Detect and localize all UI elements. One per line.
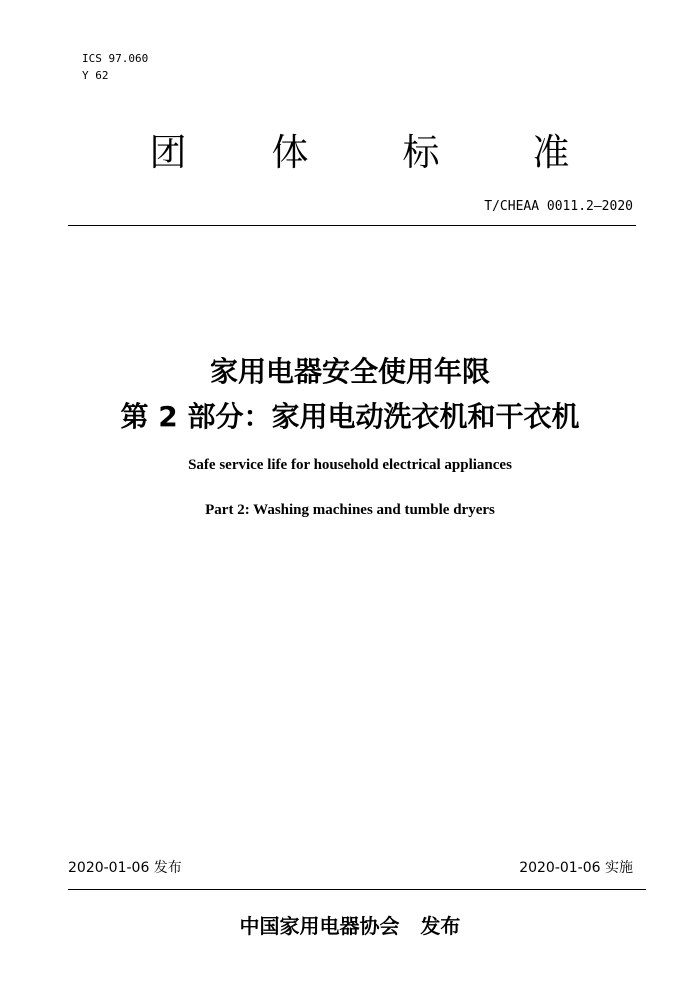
classification-codes <box>82 50 148 84</box>
issue-date: 2020-01-06 发布 <box>68 860 182 876</box>
ics-code: ICS 97.060 <box>82 52 149 65</box>
implementation-date: 2020-01-06 实施 <box>519 860 633 876</box>
standard-number: T/CHEAA 0011.2—2020 <box>484 199 633 214</box>
publisher: 中国家用电器协会 发布 <box>239 914 461 938</box>
standard-type-char-4: 准 <box>532 131 570 174</box>
header-divider <box>68 225 636 226</box>
standard-type-heading <box>0 128 700 178</box>
standard-type-char-3: 标 <box>402 131 440 174</box>
title-en-line-1: Safe service life for household electrical appliances <box>188 457 512 473</box>
standard-type-char-2: 体 <box>271 131 309 174</box>
footer-divider <box>68 889 646 890</box>
ccs-code: Y 62 <box>82 69 109 82</box>
title-en-line-2: Part 2: Washing machines and tumble dryers <box>205 502 495 518</box>
title-cn-line-2: 第 2 部分：家用电动洗衣机和干衣机 <box>120 400 580 433</box>
title-cn-line-1: 家用电器安全使用年限 <box>209 355 490 388</box>
standard-type-char-1: 团 <box>149 131 187 174</box>
